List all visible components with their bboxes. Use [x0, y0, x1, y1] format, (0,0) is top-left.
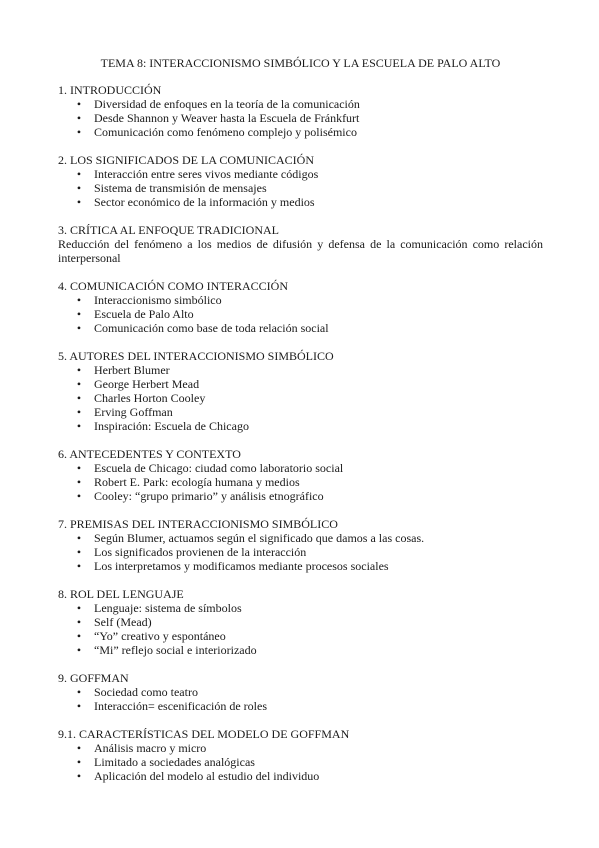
list-item	[74, 559, 543, 573]
list-item-text: “Yo” creativo y espontáneo	[94, 629, 226, 643]
list-item-text: Herbert Blumer	[94, 363, 170, 377]
section	[58, 279, 543, 335]
document-title: TEMA 8: INTERACCIONISMO SIMBÓLICO Y LA ESCUELA DE PALO ALTO	[100, 56, 501, 70]
list-item	[74, 419, 543, 433]
list-item-text: Interacción= escenificación de roles	[94, 699, 268, 713]
list-item	[74, 363, 543, 377]
section-heading: 3. CRÍTICA AL ENFOQUE TRADICIONAL	[58, 223, 279, 237]
bullet-list	[58, 601, 543, 657]
bullet-icon: •	[76, 643, 82, 657]
bullet-icon: •	[76, 307, 82, 321]
bullet-icon: •	[76, 629, 82, 643]
section	[58, 83, 543, 139]
list-item-text: Escuela de Chicago: ciudad como laboratorio social	[94, 461, 344, 475]
list-item	[74, 405, 543, 419]
list-item	[74, 741, 543, 755]
list-item	[74, 307, 543, 321]
section-heading: 6. ANTECEDENTES Y CONTEXTO	[58, 447, 241, 461]
bullet-icon: •	[76, 125, 82, 139]
list-item-text: Comunicación como base de toda relación social	[94, 321, 329, 335]
list-item	[74, 111, 543, 125]
list-item-text: Diversidad de enfoques en la teoría de la comunicación	[94, 97, 360, 111]
list-item	[74, 377, 543, 391]
bullet-icon: •	[76, 363, 82, 377]
list-item	[74, 629, 543, 643]
list-item-text: Sociedad como teatro	[94, 685, 198, 699]
section	[58, 223, 543, 265]
list-item-text: Según Blumer, actuamos según el significado que damos a las cosas.	[94, 531, 425, 545]
bullet-icon: •	[76, 601, 82, 615]
list-item-text: Los interpretamos y modificamos mediante procesos sociales	[94, 559, 389, 573]
bullet-list	[58, 741, 543, 783]
bullet-icon: •	[76, 741, 82, 755]
section-heading: 7. PREMISAS DEL INTERACCIONISMO SIMBÓLICO	[58, 517, 338, 531]
list-item	[74, 699, 543, 713]
list-item	[74, 167, 543, 181]
bullet-icon: •	[76, 685, 82, 699]
list-item-text: Cooley: “grupo primario” y análisis etnográfico	[94, 489, 324, 503]
list-item	[74, 293, 543, 307]
list-item-text: Interacción entre seres vivos mediante códigos	[94, 167, 319, 181]
section	[58, 447, 543, 503]
section	[58, 671, 543, 713]
bullet-icon: •	[76, 419, 82, 433]
bullet-icon: •	[76, 391, 82, 405]
section-heading: 2. LOS SIGNIFICADOS DE LA COMUNICACIÓN	[58, 153, 315, 167]
list-item	[74, 321, 543, 335]
list-item-text: Análisis macro y micro	[94, 741, 207, 755]
bullet-icon: •	[76, 111, 82, 125]
list-item	[74, 615, 543, 629]
list-item-text: Erving Goffman	[94, 405, 173, 419]
section-heading: 9. GOFFMAN	[58, 671, 129, 685]
list-item	[74, 545, 543, 559]
list-item-text: Robert E. Park: ecología humana y medios	[94, 475, 300, 489]
bullet-list	[58, 293, 543, 335]
list-item	[74, 755, 543, 769]
section-paragraph: Reducción del fenómeno a los medios de difusión y defensa de la comunicación como relación interpersonal	[58, 237, 543, 265]
bullet-list	[58, 97, 543, 139]
bullet-icon: •	[76, 181, 82, 195]
list-item-text: Sistema de transmisión de mensajes	[94, 181, 267, 195]
list-item	[74, 643, 543, 657]
list-item	[74, 125, 543, 139]
list-item	[74, 461, 543, 475]
bullet-icon: •	[76, 97, 82, 111]
list-item-text: “Mi” reflejo social e interiorizado	[94, 643, 257, 657]
section-heading: 9.1. CARACTERÍSTICAS DEL MODELO DE GOFFMAN	[58, 727, 350, 741]
section	[58, 517, 543, 573]
section	[58, 349, 543, 433]
bullet-icon: •	[76, 475, 82, 489]
bullet-icon: •	[76, 531, 82, 545]
bullet-list	[58, 685, 543, 713]
bullet-icon: •	[76, 615, 82, 629]
list-item-text: Lenguaje: sistema de símbolos	[94, 601, 242, 615]
bullet-list	[58, 167, 543, 209]
section-heading: 5. AUTORES DEL INTERACCIONISMO SIMBÓLICO	[58, 349, 334, 363]
list-item	[74, 195, 543, 209]
list-item-text: Desde Shannon y Weaver hasta la Escuela de Fránkfurt	[94, 111, 360, 125]
bullet-icon: •	[76, 195, 82, 209]
list-item	[74, 489, 543, 503]
list-item-text: Los significados provienen de la interacción	[94, 545, 307, 559]
list-item-text: Comunicación como fenómeno complejo y polisémico	[94, 125, 357, 139]
list-item	[74, 685, 543, 699]
list-item	[74, 181, 543, 195]
bullet-icon: •	[76, 545, 82, 559]
list-item-text: George Herbert Mead	[94, 377, 200, 391]
list-item-text: Charles Horton Cooley	[94, 391, 206, 405]
list-item	[74, 601, 543, 615]
list-item	[74, 475, 543, 489]
bullet-icon: •	[76, 461, 82, 475]
section-heading: 1. INTRODUCCIÓN	[58, 83, 162, 97]
bullet-icon: •	[76, 769, 82, 783]
list-item	[74, 97, 543, 111]
list-item	[74, 391, 543, 405]
list-item-text: Sector económico de la información y medios	[94, 195, 315, 209]
bullet-list	[58, 461, 543, 503]
list-item-text: Self (Mead)	[94, 615, 152, 629]
list-item	[74, 769, 543, 783]
list-item-text: Aplicación del modelo al estudio del individuo	[94, 769, 320, 783]
bullet-icon: •	[76, 377, 82, 391]
bullet-icon: •	[76, 489, 82, 503]
list-item-text: Interaccionismo simbólico	[94, 293, 222, 307]
document-body	[58, 83, 543, 783]
section	[58, 727, 543, 783]
section	[58, 587, 543, 657]
list-item-text: Limitado a sociedades analógicas	[94, 755, 255, 769]
bullet-icon: •	[76, 755, 82, 769]
bullet-icon: •	[76, 321, 82, 335]
bullet-icon: •	[76, 699, 82, 713]
list-item	[74, 531, 543, 545]
section-heading: 4. COMUNICACIÓN COMO INTERACCIÓN	[58, 279, 289, 293]
bullet-icon: •	[76, 293, 82, 307]
bullet-list	[58, 363, 543, 433]
bullet-icon: •	[76, 559, 82, 573]
section	[58, 153, 543, 209]
list-item-text: Escuela de Palo Alto	[94, 307, 194, 321]
bullet-list	[58, 531, 543, 573]
bullet-icon: •	[76, 167, 82, 181]
bullet-icon: •	[76, 405, 82, 419]
list-item-text: Inspiración: Escuela de Chicago	[94, 419, 249, 433]
section-heading: 8. ROL DEL LENGUAJE	[58, 587, 184, 601]
